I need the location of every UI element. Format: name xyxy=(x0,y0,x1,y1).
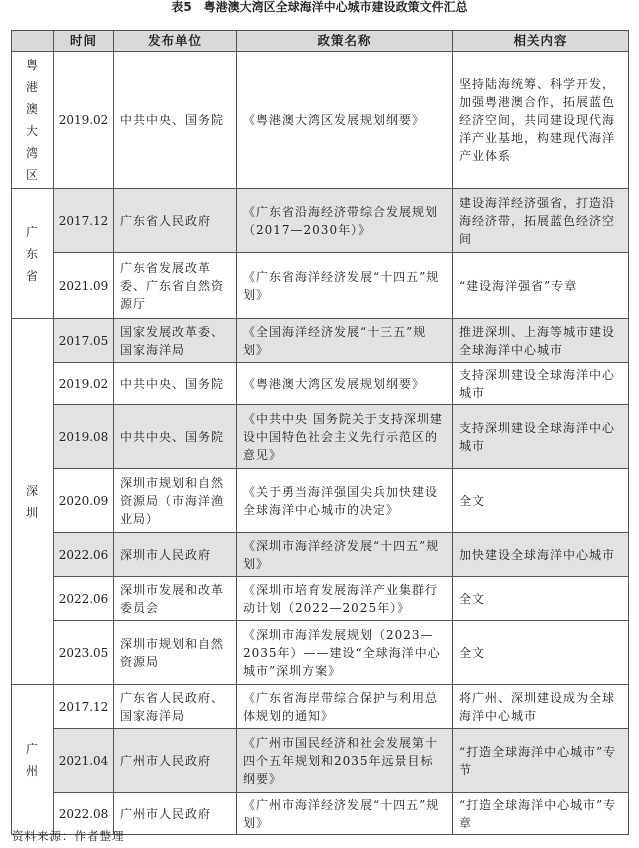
time-cell: 2017.05 xyxy=(54,319,114,363)
header-time: 时间 xyxy=(54,31,114,52)
table-row xyxy=(12,533,629,577)
policy-cell: 《粤港澳大湾区发展规划纲要》 xyxy=(237,52,453,189)
region-cell: 粤港澳大湾区 xyxy=(12,52,54,189)
table-row xyxy=(12,363,629,405)
content-cell: 推进深圳、上海等城市建设全球海洋中心城市 xyxy=(453,319,629,363)
table-row xyxy=(12,685,629,729)
content-cell: 支持深圳建设全球海洋中心城市 xyxy=(453,405,629,469)
header-region xyxy=(12,31,54,52)
policy-cell: 《关于勇当海洋强国尖兵加快建设全球海洋中心城市的决定》 xyxy=(237,469,453,533)
policy-cell: 《深圳市培育发展海洋产业集群行动计划（2022—2025年）》 xyxy=(237,577,453,621)
policy-cell: 《深圳市海洋经济发展“十四五”规划》 xyxy=(237,533,453,577)
issuer-cell: 广东省人民政府、国家海洋局 xyxy=(114,685,237,729)
region-cell: 广州 xyxy=(12,685,54,835)
time-cell: 2021.04 xyxy=(54,729,114,793)
policy-cell: 《广州市国民经济和社会发展第十四个五年规划和2035年远景目标纲要》 xyxy=(237,729,453,793)
content-cell: 坚持陆海统筹、科学开发，加强粤港澳合作，拓展蓝色经济空间，共同建设现代海洋产业基地，构建现代海洋产业体系 xyxy=(453,52,629,189)
time-cell: 2017.12 xyxy=(54,189,114,253)
header-policy: 政策名称 xyxy=(237,31,453,52)
table-row xyxy=(12,52,629,189)
table-row xyxy=(12,189,629,253)
time-cell: 2021.09 xyxy=(54,253,114,319)
time-cell: 2019.02 xyxy=(54,52,114,189)
content-cell: 将广州、深圳建设成为全球海洋中心城市 xyxy=(453,685,629,729)
time-cell: 2022.06 xyxy=(54,533,114,577)
issuer-cell: 中共中央、国务院 xyxy=(114,52,237,189)
issuer-cell: 中共中央、国务院 xyxy=(114,405,237,469)
issuer-cell: 国家发展改革委、国家海洋局 xyxy=(114,319,237,363)
issuer-cell: 广州市人民政府 xyxy=(114,729,237,793)
time-cell: 2022.06 xyxy=(54,577,114,621)
policy-cell: 《广东省沿海经济带综合发展规划（2017—2030年）》 xyxy=(237,189,453,253)
table-row xyxy=(12,469,629,533)
table-row xyxy=(12,577,629,621)
content-cell: 全文 xyxy=(453,577,629,621)
issuer-cell: 深圳市发展和改革委员会 xyxy=(114,577,237,621)
table-row xyxy=(12,405,629,469)
issuer-cell: 中共中央、国务院 xyxy=(114,363,237,405)
policy-cell: 《全国海洋经济发展“十三五”规划》 xyxy=(237,319,453,363)
header-row xyxy=(12,31,629,52)
time-cell: 2019.08 xyxy=(54,405,114,469)
content-cell: 建设海洋经济强省，打造沿海经济带，拓展蓝色经济空间 xyxy=(453,189,629,253)
header-content: 相关内容 xyxy=(453,31,629,52)
table-row xyxy=(12,621,629,685)
issuer-cell: 广东省发展改革委、广东省自然资源厅 xyxy=(114,253,237,319)
time-cell: 2022.08 xyxy=(54,793,114,835)
table-title: 表5 粤港澳大湾区全球海洋中心城市建设政策文件汇总 xyxy=(171,0,468,14)
content-cell: 支持深圳建设全球海洋中心城市 xyxy=(453,363,629,405)
issuer-cell: 广东省人民政府 xyxy=(114,189,237,253)
policy-cell: 《深圳市海洋发展规划（2023—2035年）——建设“全球海洋中心城市”深圳方案》 xyxy=(237,621,453,685)
issuer-cell: 深圳市规划和自然资源局（市海洋渔业局） xyxy=(114,469,237,533)
content-cell: “打造全球海洋中心城市”专节 xyxy=(453,729,629,793)
table-row xyxy=(12,319,629,363)
policy-cell: 《广东省海洋经济发展“十四五”规划》 xyxy=(237,253,453,319)
region-cell: 广东省 xyxy=(12,189,54,319)
table-row xyxy=(12,253,629,319)
policy-cell: 《广州市海洋经济发展“十四五”规划》 xyxy=(237,793,453,835)
issuer-cell: 深圳市规划和自然资源局 xyxy=(114,621,237,685)
time-cell: 2020.09 xyxy=(54,469,114,533)
content-cell: “建设海洋强省”专章 xyxy=(453,253,629,319)
issuer-cell: 广州市人民政府 xyxy=(114,793,237,835)
region-cell: 深圳 xyxy=(12,319,54,685)
content-cell: 加快建设全球海洋中心城市 xyxy=(453,533,629,577)
policy-cell: 《粤港澳大湾区发展规划纲要》 xyxy=(237,363,453,405)
policy-cell: 《广东省海岸带综合保护与利用总体规划的通知》 xyxy=(237,685,453,729)
policy-table xyxy=(11,30,629,835)
content-cell: 全文 xyxy=(453,621,629,685)
issuer-cell: 深圳市人民政府 xyxy=(114,533,237,577)
source-note: 资料来源：作者整理 xyxy=(12,829,125,843)
content-cell: “打造全球海洋中心城市”专章 xyxy=(453,793,629,835)
time-cell: 2019.02 xyxy=(54,363,114,405)
time-cell: 2017.12 xyxy=(54,685,114,729)
policy-cell: 《中共中央 国务院关于支持深圳建设中国特色社会主义先行示范区的意见》 xyxy=(237,405,453,469)
header-issuer: 发布单位 xyxy=(114,31,237,52)
table-row xyxy=(12,729,629,793)
time-cell: 2023.05 xyxy=(54,621,114,685)
content-cell: 全文 xyxy=(453,469,629,533)
